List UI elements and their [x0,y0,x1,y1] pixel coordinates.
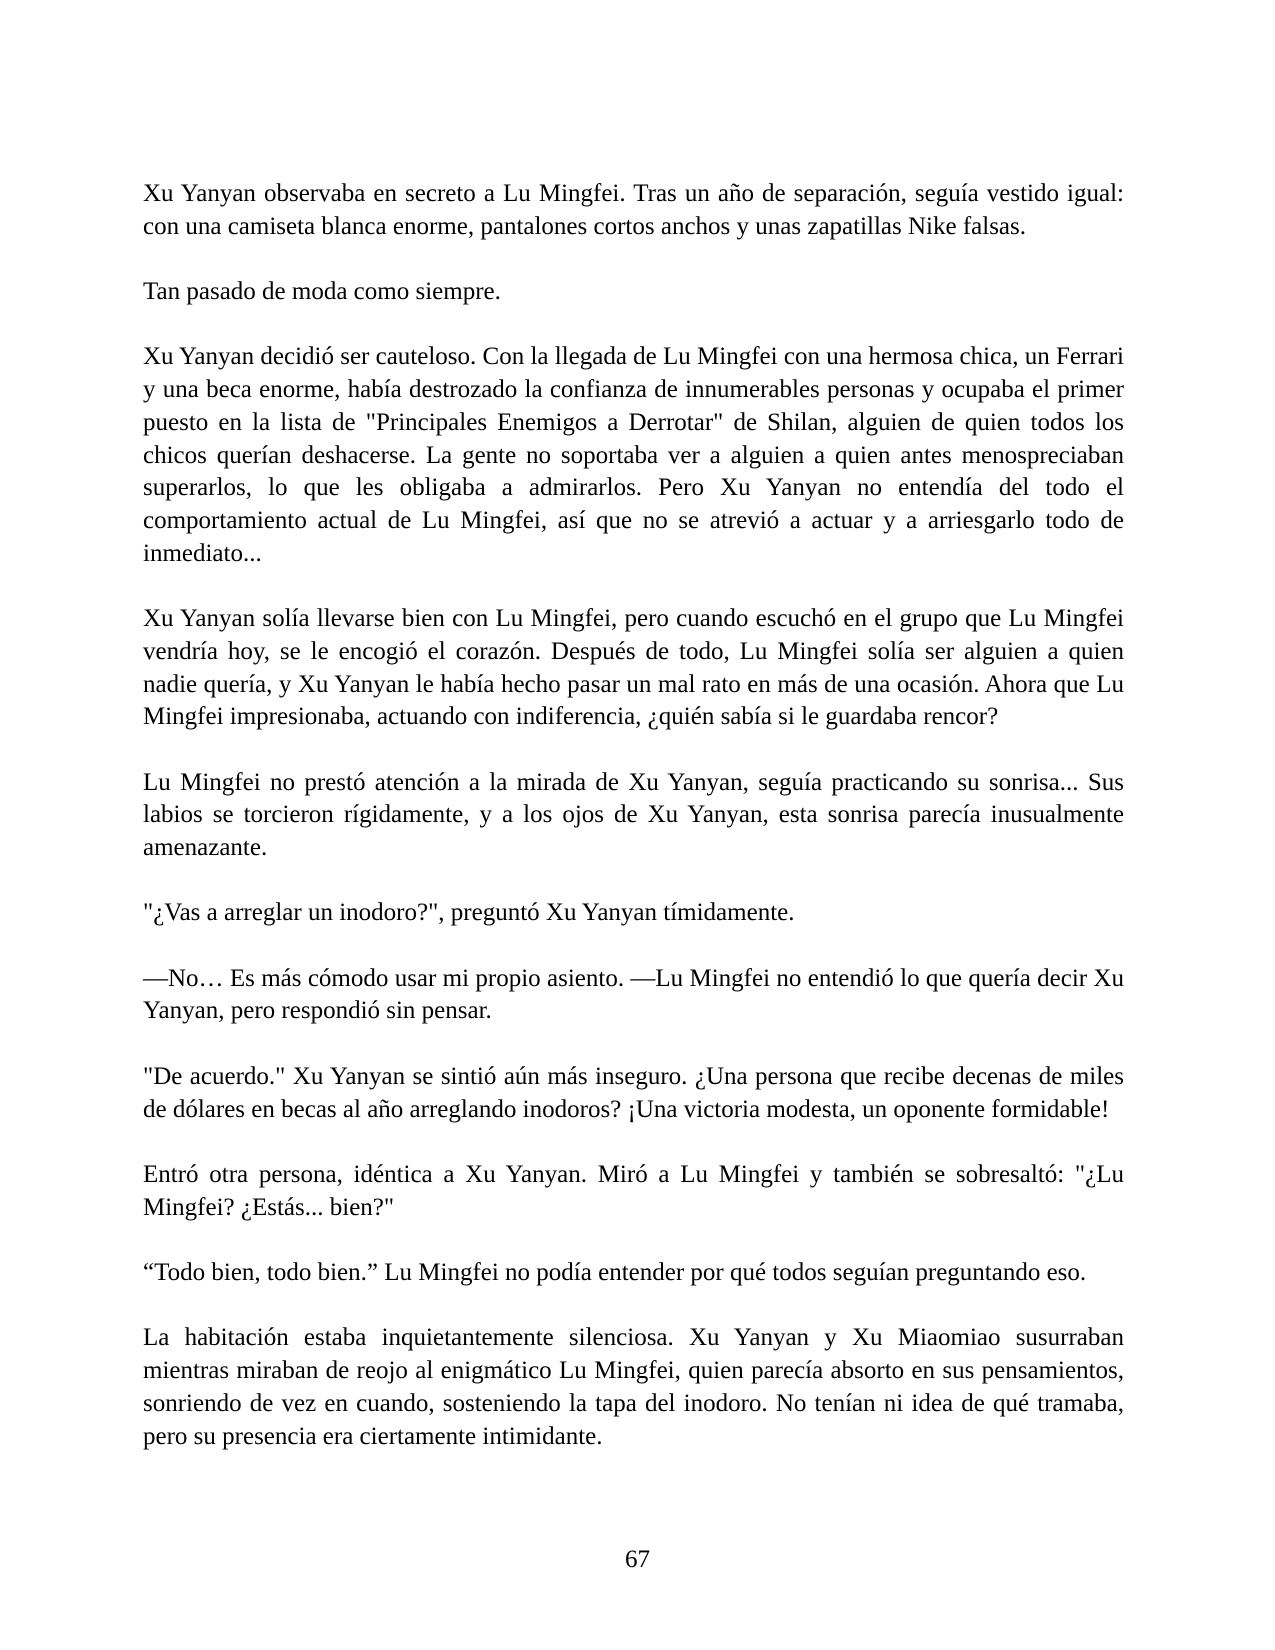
paragraph-2: Tan pasado de moda como siempre. [143,278,501,306]
paragraph-8: "De acuerdo." Xu Yanyan se sintió aún más inseguro. ¿Una persona que recibe decenas de miles de dólares en becas al año arreglando inodoros? ¡Una victoria modesta, un oponente formidable! [143,1062,1124,1123]
paragraph-5: Lu Mingfei no prestó atención a la mirada de Xu Yanyan, seguía practicando su sonrisa... Sus labios se torcieron rígidamente, y a los ojos de Xu Yanyan, esta sonrisa parecía inusualmente amenazante. [143,768,1124,861]
paragraph-3: Xu Yanyan decidió ser cauteloso. Con la llegada de Lu Mingfei con una hermosa chica, un Ferrari y una beca enorme, había destrozado la confianza de innumerables personas y ocupaba el primer puesto en la lista de "Principales Enemigos a Derrotar" de Shilan, alguien de quien todos los chicos querían deshacerse. La gente no soportaba ver a alguien a quien antes menospreciaban superarlos, lo que les obligaba a admirarlos. Pero Xu Yanyan no entendía del todo el comportamiento actual de Lu Mingfei, así que no se atrevió a actuar y a arriesgarlo todo de inmediato... [143,343,1124,567]
paragraph-9: Entró otra persona, idéntica a Xu Yanyan. Miró a Lu Mingfei y también se sobresaltó: "¿Lu Mingfei? ¿Estás... bien?" [143,1160,1124,1221]
paragraph-10: “Todo bien, todo bien.” Lu Mingfei no podía entender por qué todos seguían preguntando eso. [143,1259,1087,1287]
page-number: 67 [625,1546,650,1573]
paragraph-11: La habitación estaba inquietantemente silenciosa. Xu Yanyan y Xu Miaomiao susurraban mientras miraban de reojo al enigmático Lu Mingfei, quien parecía absorto en sus pensamientos, sonriendo de vez en cuando, sosteniendo la tapa del inodoro. No tenían ni idea de qué tramaba, pero su presencia era ciertamente intimidante. [143,1324,1124,1450]
paragraph-4: Xu Yanyan solía llevarse bien con Lu Mingfei, pero cuando escuchó en el grupo que Lu Mingfei vendría hoy, se le encogió el corazón. Después de todo, Lu Mingfei solía ser alguien a quien nadie quería, y Xu Yanyan le había hecho pasar un mal rato en más de una ocasión. Ahora que Lu Mingfei impresionaba, actuando con indiferencia, ¿quién sabía si le guardaba rencor? [143,605,1124,731]
text-body [143,178,1124,1486]
paragraph-1: Xu Yanyan observaba en secreto a Lu Mingfei. Tras un año de separación, seguía vestido igual: con una camiseta blanca enorme, pantalones cortos anchos y unas zapatillas Nike falsas. [143,180,1124,240]
paragraph-7: —No… Es más cómodo usar mi propio asiento. —Lu Mingfei no entendió lo que quería decir Xu Yanyan, pero respondió sin pensar. [143,964,1124,1025]
paragraph-6: "¿Vas a arreglar un inodoro?", preguntó Xu Yanyan tímidamente. [143,899,795,927]
